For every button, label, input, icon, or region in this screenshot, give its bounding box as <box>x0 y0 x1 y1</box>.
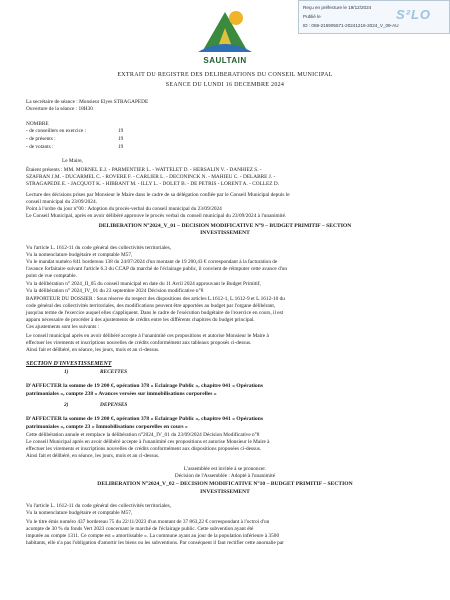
count-label: - de présents : <box>26 136 56 142</box>
paragraph-line: effectuer les virements et inscriptions nouvelles de crédits conformément aux tableaux proposés ci-dessus. <box>26 340 252 346</box>
paragraph-line: apparu nécessaire de procéder à des ajustements de crédits entre les différents chapitres du budget principal. <box>26 317 255 323</box>
count-row <box>26 144 426 150</box>
section-item-label: DEPENSES <box>100 402 128 408</box>
affect-line: D'AFFECTER la somme de 19 200 €, opération 378 « Eclairage Public », chapitre 041 « Opérations <box>26 383 263 389</box>
logo-wordmark: SAULTAIN <box>203 56 247 65</box>
stamp-id: ID : 059-215905571-20241216-2024_V_09-AU <box>303 23 399 28</box>
count-label: - de votants : <box>26 144 54 150</box>
paragraph-line: Point à l'ordre du jour n°00 : Adoption du procès-verbal du conseil municipal du 23/09/2024 <box>26 206 222 212</box>
paragraph-line: l'avance forfaitaire suivant l'article 6.3 du CCAP du marché de l'éclairage public, il convient de réimputer cette avance d'un <box>26 266 288 272</box>
paragraph-line: habitants, elle n'a pas l'obligation d'amortir les biens ou les subventions. Par conséquent il faut rectifier cette anomalie par <box>26 540 284 546</box>
paragraph-line: Vu la délibération n° 2024_IV_01 du 23 septembre 2024 Décision modificative n°8 <box>26 288 204 294</box>
paragraph-line: Vu l'article L. 1612-11 du code général des collectivités territoriales, <box>26 245 172 251</box>
paragraph-line: Ainsi fait et délibéré, en séance, les jours, mois et an ci-dessus. <box>26 453 160 459</box>
section-item-number: 2) <box>64 402 69 408</box>
count-value: 19 <box>118 128 124 134</box>
session-title: SEANCE DU LUNDI 16 DECEMBRE 2024 <box>165 82 285 88</box>
vote-invitation: L'assemblée est invitée à se prononcer. <box>183 466 267 472</box>
paragraph-line: Ainsi fait et délibéré, en séance, les jours, mois et an ci-dessus. <box>26 347 160 353</box>
mayor-line: Le Maire, <box>62 158 83 164</box>
affect-line: D'AFFECTER la somme de 19 200 €, opération 378 « Eclairage Public », chapitre 041 « Opérations <box>26 416 263 422</box>
paragraph-line: effectuer les virements et inscriptions nouvelles de crédits conformément aux dispositions proposées ci-dessus. <box>26 446 262 452</box>
paragraph-line: Vu la nomenclature budgétaire et comptable M57, <box>26 252 133 258</box>
paragraph-line: jusqu'au terme de l'exercice auquel elles s'appliquent. Dans le cadre de l'exécution budgétaire de l'exercice en cours, il est <box>26 310 284 316</box>
stamp-published: Publié le <box>303 14 321 19</box>
affect-line: patrimoniales », compte 23 « Immobilisations corporelles en cours » <box>26 424 188 430</box>
vote-decision: Décision de l'Assemblée : Adopté à l'unanimité <box>174 473 276 479</box>
presents-line: SZAFRAN J.M. - DUCARMEL C. - ROVERE F. - CARLIER L. - DECONINCK N. - MAHIEU C. - DELABRE J. - <box>26 174 276 180</box>
paragraph-line: point de vue comptable. <box>26 273 77 279</box>
stamp-received-date: Reçu en préfecture le 19/12/2024 <box>303 5 372 10</box>
affect-line: patrimoniales », compte 238 « Avances versées sur immobilisations corporelles » <box>26 391 217 397</box>
section-item <box>64 402 450 408</box>
section-heading: SECTION D'INVESTISSEMENT <box>26 361 112 367</box>
deliberation-title: DELIBERATION N°2024_V_01 – DECISION MODIFICATIVE N°9 – BUDGET PRIMITIF – SECTION <box>98 223 352 229</box>
paragraph-line: Vu la nomenclature budgétaire et comptable M57, <box>26 510 133 516</box>
paragraph-line: Lecture des décisions prises par Monsieur le Maire dans le cadre de sa délégation confiée par le Conseil Municipal depuis le <box>26 192 290 198</box>
paragraph-line: code général des collectivités territoriales, des modifications peuvent être apportées au budget par l'organe délibérant, <box>26 303 276 309</box>
section-item <box>64 369 450 375</box>
count-value: 19 <box>118 136 124 142</box>
count-label: - de conseillers en exercice : <box>26 128 87 134</box>
deliberation-subtitle: INVESTISSEMENT <box>200 230 250 236</box>
paragraph-line: Cette délibération annule et remplace la délibération n°2024_IV_01 du 23/09/2024 Décision Modificative n°8 <box>26 432 260 438</box>
nombre-label: NOMBRE <box>26 121 49 127</box>
paragraph-line: Vu le mandat numéro 841 bordereau 138 du 24/07/2024 d'un montant de 19 200,43 € correspondant à la facturation de <box>26 259 278 265</box>
deliberation-title: DELIBERATION N°2024_V_02 – DECISION MODIFICATIVE N°10 – BUDGET PRIMITIF – SECTION <box>97 481 353 487</box>
document-title: EXTRAIT DU REGISTRE DES DELIBERATIONS DU CONSEIL MUNICIPAL <box>117 72 333 78</box>
paragraph-line: conseil municipal du 23/09/2024. <box>26 199 97 205</box>
count-row <box>26 128 426 134</box>
presents-line: Étaient présents : MM. MORNEL E.J. - PARMENTIER L. - WATTELET D. - HERSALIN V. - DANHIEZ S. - <box>26 167 262 173</box>
paragraph-line: Ces ajustements sont les suivants : <box>26 324 100 330</box>
paragraph-line: acompte de 30 % du fonds Vert 2023 concernant le marché de l'éclairage public. Cette subvention ayant été <box>26 526 254 532</box>
presents-line: STRAGAPEDE E. - JACQUOT K. - HIBBANT M. - ILLY L. - DOLET B. - DE PETRIS - LORENT A. - COLLEZ D. <box>26 181 279 187</box>
paragraph-line: Le conseil Municipal après en avoir délibéré accepte à l'unanimité ces propositions et autorise Monsieur le Maire à <box>26 439 270 445</box>
count-value: 19 <box>118 144 124 150</box>
count-row <box>26 136 426 142</box>
secretary-line: La secrétaire de séance : Monsieur Elyes STRAGAPEDE <box>26 99 149 105</box>
deliberation-subtitle: INVESTISSEMENT <box>200 489 250 495</box>
paragraph-line: imputée au compte 1311. Ce compte est « amortissable ». La commune ayant au jour de la population inférieure à 3500 <box>26 533 280 539</box>
paragraph-line: Vu la délibération n° 2024_II_05 du conseil municipal en date du 11 Avril 2024 approuvant le Budget Primitif, <box>26 281 261 287</box>
paragraph-line: Le Conseil Municipal, après en avoir délibéré approuve le procès verbal du conseil municipal du 23/09/2024 à l'unanimité. <box>26 213 287 219</box>
paragraph-line: Le conseil municipal après en avoir délibéré accepte à l'unanimité ces propositions et autorise Monsieur le Maire à <box>26 333 269 339</box>
saultain-logo <box>196 6 254 54</box>
stamp-brand: S²LO <box>395 7 431 22</box>
section-item-number: 1) <box>64 369 69 375</box>
paragraph-line: Vu le titre émis numéro 437 bordereau 75 du 22/11/2023 d'un montant de 37 863,22 € correspondant à l'octroi d'un <box>26 519 270 525</box>
prefecture-stamp <box>298 0 450 34</box>
paragraph-line: RAPPORTEUR DU DOSSIER : Sous réserve du respect des dispositions des articles L.1612-1, L.1612-9 et L.1612-10 du <box>26 296 285 302</box>
section-item-label: RECETTES <box>100 369 128 375</box>
opening-line: Ouverture de la séance : 18H30 <box>26 106 93 112</box>
paragraph-line: Vu l'article L. 1612-11 du code général des collectivités territoriales, <box>26 503 172 509</box>
